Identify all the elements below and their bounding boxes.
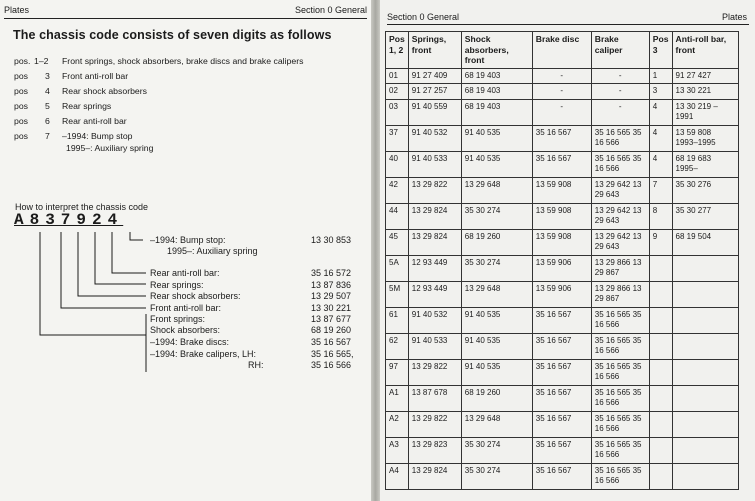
legend-label: Rear anti-roll bar: [150,268,220,278]
table-row [386,203,739,229]
cell-brake-caliper: 13 29 642 13 29 643 [591,229,649,255]
left-header-chapter: Section 0 General [294,5,367,15]
page-title: The chassis code consists of seven digits as follows [13,28,332,42]
cell-anti-roll-bar-front [672,333,738,359]
right-header-rule [387,24,749,25]
table-row [386,281,739,307]
howto-label: How to interpret the chassis code [15,202,149,212]
legend-label: –1994: Bump stop: [150,235,226,245]
position-number: 3 [45,71,50,81]
position-text: 1995–: Auxiliary spring [66,143,154,153]
cell-pos12: 02 [386,84,409,100]
legend-value: 13 30 221 [311,303,352,313]
cell-springs-front: 13 29 822 [408,411,461,437]
position-item [14,100,303,112]
cell-anti-roll-bar-front [672,359,738,385]
legend-value: 13 30 853 [311,235,352,245]
legend-value: 35 16 572 [311,268,352,278]
legend-label: 1995–: Auxiliary spring [167,246,258,256]
cell-springs-front: 13 29 822 [408,359,461,385]
example-chassis-code: A837924 [14,211,124,229]
cell-brake-caliper: - [591,99,649,125]
cell-shock-absorbers-front: 68 19 260 [461,229,532,255]
cell-brake-caliper: 35 16 565 35 16 566 [591,359,649,385]
leader-line-pos4 [78,232,146,296]
cell-pos12: A4 [386,463,409,489]
cell-brake-caliper: 35 16 565 35 16 566 [591,333,649,359]
cell-springs-front: 91 40 532 [408,307,461,333]
cell-shock-absorbers-front: 91 40 535 [461,125,532,151]
cell-anti-roll-bar-front [672,385,738,411]
cell-shock-absorbers-front: 91 40 535 [461,359,532,385]
cell-brake-disc: 13 59 906 [532,255,591,281]
cell-pos12: 44 [386,203,409,229]
left-header-section: Plates [4,5,30,15]
legend-label: RH: [248,360,264,370]
cell-pos12: 5A [386,255,409,281]
cell-pos3 [649,385,672,411]
cell-brake-caliper: 35 16 565 35 16 566 [591,437,649,463]
position-item [14,130,303,142]
chassis-code-table [385,31,739,490]
table-row [386,437,739,463]
legend-label: –1994: Brake calipers, LH: [150,349,257,359]
cell-pos12: 5M [386,281,409,307]
cell-shock-absorbers-front: 68 19 403 [461,99,532,125]
cell-springs-front: 91 27 409 [408,68,461,84]
position-text: Rear shock absorbers [62,86,147,96]
cell-anti-roll-bar-front [672,281,738,307]
cell-anti-roll-bar-front: 13 30 219 –1991 [672,99,738,125]
cell-pos3 [649,359,672,385]
table-header-row [386,32,739,69]
table-row [386,68,739,84]
cell-anti-roll-bar-front: 35 30 276 [672,177,738,203]
cell-shock-absorbers-front: 91 40 535 [461,307,532,333]
position-number: 5 [45,101,50,111]
cell-brake-disc: 13 59 906 [532,281,591,307]
cell-springs-front: 13 29 824 [408,203,461,229]
legend-value: 35 16 567 [311,337,352,347]
cell-brake-caliper: 35 16 565 35 16 566 [591,411,649,437]
cell-pos3 [649,333,672,359]
cell-brake-disc: 35 16 567 [532,307,591,333]
right-header-section: Plates [721,12,747,22]
table-row [386,125,739,151]
cell-shock-absorbers-front: 91 40 535 [461,333,532,359]
cell-anti-roll-bar-front: 68 19 504 [672,229,738,255]
leader-line-pos5 [95,232,146,284]
table-row [386,385,739,411]
cell-pos3 [649,307,672,333]
leader-line-pos12 [40,232,146,335]
cell-springs-front: 13 29 823 [408,437,461,463]
cell-pos3 [649,437,672,463]
cell-brake-disc: 35 16 567 [532,463,591,489]
position-number: 7 [45,131,50,141]
cell-brake-disc: 35 16 567 [532,151,591,177]
col-header-pos3: Pos 3 [649,32,672,69]
cell-brake-caliper: 13 29 866 13 29 867 [591,255,649,281]
position-list [14,55,303,154]
position-number: 6 [45,116,50,126]
cell-pos3: 7 [649,177,672,203]
col-header-brake-caliper: Brake caliper [591,32,649,69]
cell-pos12: 40 [386,151,409,177]
cell-brake-caliper: 35 16 565 35 16 566 [591,125,649,151]
table-row [386,411,739,437]
leader-line-pos6 [112,232,146,273]
legend-label: Front anti-roll bar: [150,303,222,313]
table-row [386,333,739,359]
cell-springs-front: 91 40 533 [408,333,461,359]
left-header-rule [4,18,367,19]
cell-pos3 [649,281,672,307]
cell-brake-disc: 35 16 567 [532,333,591,359]
cell-springs-front: 13 29 824 [408,463,461,489]
position-text: Front anti-roll bar [62,71,129,81]
legend-value: 35 16 565, [311,349,354,359]
position-text: Front springs, shock absorbers, brake discs and brake calipers [62,56,304,66]
book-gutter [371,0,380,501]
position-text: Rear springs [62,101,112,111]
cell-brake-disc: - [532,99,591,125]
cell-brake-caliper: 35 16 565 35 16 566 [591,385,649,411]
cell-anti-roll-bar-front: 13 59 808 1993–1995 [672,125,738,151]
cell-pos12: 37 [386,125,409,151]
position-number: 1–2 [34,56,49,66]
cell-brake-disc: 35 16 567 [532,437,591,463]
cell-anti-roll-bar-front: 35 30 277 [672,203,738,229]
table-row [386,229,739,255]
cell-pos3 [649,463,672,489]
cell-anti-roll-bar-front [672,437,738,463]
table-row [386,463,739,489]
cell-pos3: 4 [649,125,672,151]
legend-value: 13 87 836 [311,280,352,290]
cell-brake-disc: 35 16 567 [532,385,591,411]
cell-pos12: A2 [386,411,409,437]
cell-brake-disc: - [532,68,591,84]
cell-pos12: 45 [386,229,409,255]
position-item [14,85,303,97]
legend-value: 13 29 507 [311,291,352,301]
leader-line-pos7 [130,232,143,240]
cell-brake-disc: 13 59 908 [532,177,591,203]
cell-pos3: 9 [649,229,672,255]
table-row [386,307,739,333]
position-item [14,55,303,67]
cell-brake-caliper: 35 16 565 35 16 566 [591,151,649,177]
cell-brake-disc: 13 59 908 [532,229,591,255]
cell-shock-absorbers-front: 35 30 274 [461,255,532,281]
table-row [386,255,739,281]
cell-shock-absorbers-front: 35 30 274 [461,437,532,463]
legend-value: 13 87 677 [311,314,352,324]
cell-pos12: 42 [386,177,409,203]
cell-brake-caliper: - [591,84,649,100]
table-row [386,359,739,385]
leader-line-pos3 [61,232,146,308]
left-page [0,0,371,501]
cell-shock-absorbers-front: 13 29 648 [461,281,532,307]
position-key: pos [14,71,29,81]
table-row [386,151,739,177]
cell-shock-absorbers-front: 13 29 648 [461,411,532,437]
cell-brake-caliper: - [591,68,649,84]
right-header-chapter: Section 0 General [387,12,460,22]
right-page [380,0,755,501]
cell-pos12: 01 [386,68,409,84]
cell-shock-absorbers-front: 35 30 274 [461,463,532,489]
cell-shock-absorbers-front: 13 29 648 [461,177,532,203]
table-row [386,84,739,100]
position-number: 4 [45,86,50,96]
table-row [386,99,739,125]
cell-pos3: 4 [649,151,672,177]
cell-pos3: 1 [649,68,672,84]
cell-springs-front: 12 93 449 [408,281,461,307]
cell-pos12: 97 [386,359,409,385]
position-item-extra [14,142,303,154]
cell-springs-front: 13 29 824 [408,229,461,255]
cell-springs-front: 91 27 257 [408,84,461,100]
cell-anti-roll-bar-front [672,411,738,437]
cell-pos12: 03 [386,99,409,125]
cell-anti-roll-bar-front: 91 27 427 [672,68,738,84]
col-header-shock-absorbers-front: Shock absorbers, front [461,32,532,69]
cell-springs-front: 91 40 533 [408,151,461,177]
cell-pos12: 62 [386,333,409,359]
cell-brake-disc: 35 16 567 [532,125,591,151]
cell-springs-front: 13 87 678 [408,385,461,411]
cell-pos3: 8 [649,203,672,229]
legend-label: Shock absorbers: [150,325,221,335]
cell-brake-disc: 13 59 908 [532,203,591,229]
legend-label: Rear shock absorbers: [150,291,241,301]
cell-brake-disc: 35 16 567 [532,411,591,437]
cell-brake-caliper: 35 16 565 35 16 566 [591,307,649,333]
cell-pos12: A1 [386,385,409,411]
cell-brake-disc: 35 16 567 [532,359,591,385]
legend-value: 35 16 566 [311,360,352,370]
cell-shock-absorbers-front: 91 40 535 [461,151,532,177]
position-text: –1994: Bump stop [62,131,133,141]
cell-brake-caliper: 13 29 866 13 29 867 [591,281,649,307]
cell-anti-roll-bar-front: 13 30 221 [672,84,738,100]
legend-label: Front springs: [150,314,206,324]
col-header-anti-roll-bar-front: Anti-roll bar, front [672,32,738,69]
cell-pos3: 3 [649,84,672,100]
cell-anti-roll-bar-front [672,255,738,281]
cell-pos12: 61 [386,307,409,333]
cell-shock-absorbers-front: 68 19 403 [461,68,532,84]
position-item [14,115,303,127]
cell-brake-caliper: 35 16 565 35 16 566 [591,463,649,489]
cell-pos12: A3 [386,437,409,463]
cell-springs-front: 91 40 559 [408,99,461,125]
position-key: pos [14,131,29,141]
legend-value: 68 19 260 [311,325,352,335]
cell-shock-absorbers-front: 68 19 260 [461,385,532,411]
position-key: pos [14,86,29,96]
legend-label: –1994: Brake discs: [150,337,230,347]
cell-brake-disc: - [532,84,591,100]
col-header-pos12: Pos 1, 2 [386,32,409,69]
position-item [14,70,303,82]
position-text: Rear anti-roll bar [62,116,127,126]
cell-springs-front: 12 93 449 [408,255,461,281]
position-key: pos [14,116,29,126]
table-body [386,68,739,489]
cell-brake-caliper: 13 29 642 13 29 643 [591,177,649,203]
position-key: pos [14,101,29,111]
cell-pos3 [649,411,672,437]
cell-shock-absorbers-front: 68 19 403 [461,84,532,100]
cell-anti-roll-bar-front: 68 19 683 1995– [672,151,738,177]
cell-shock-absorbers-front: 35 30 274 [461,203,532,229]
cell-springs-front: 91 40 532 [408,125,461,151]
table-row [386,177,739,203]
cell-anti-roll-bar-front [672,307,738,333]
cell-springs-front: 13 29 822 [408,177,461,203]
col-header-brake-disc: Brake disc [532,32,591,69]
col-header-springs-front: Springs, front [408,32,461,69]
legend-label: Rear springs: [150,280,204,290]
cell-pos3 [649,255,672,281]
cell-pos3: 4 [649,99,672,125]
cell-anti-roll-bar-front [672,463,738,489]
position-key: pos. [14,56,31,66]
cell-brake-caliper: 13 29 642 13 29 643 [591,203,649,229]
